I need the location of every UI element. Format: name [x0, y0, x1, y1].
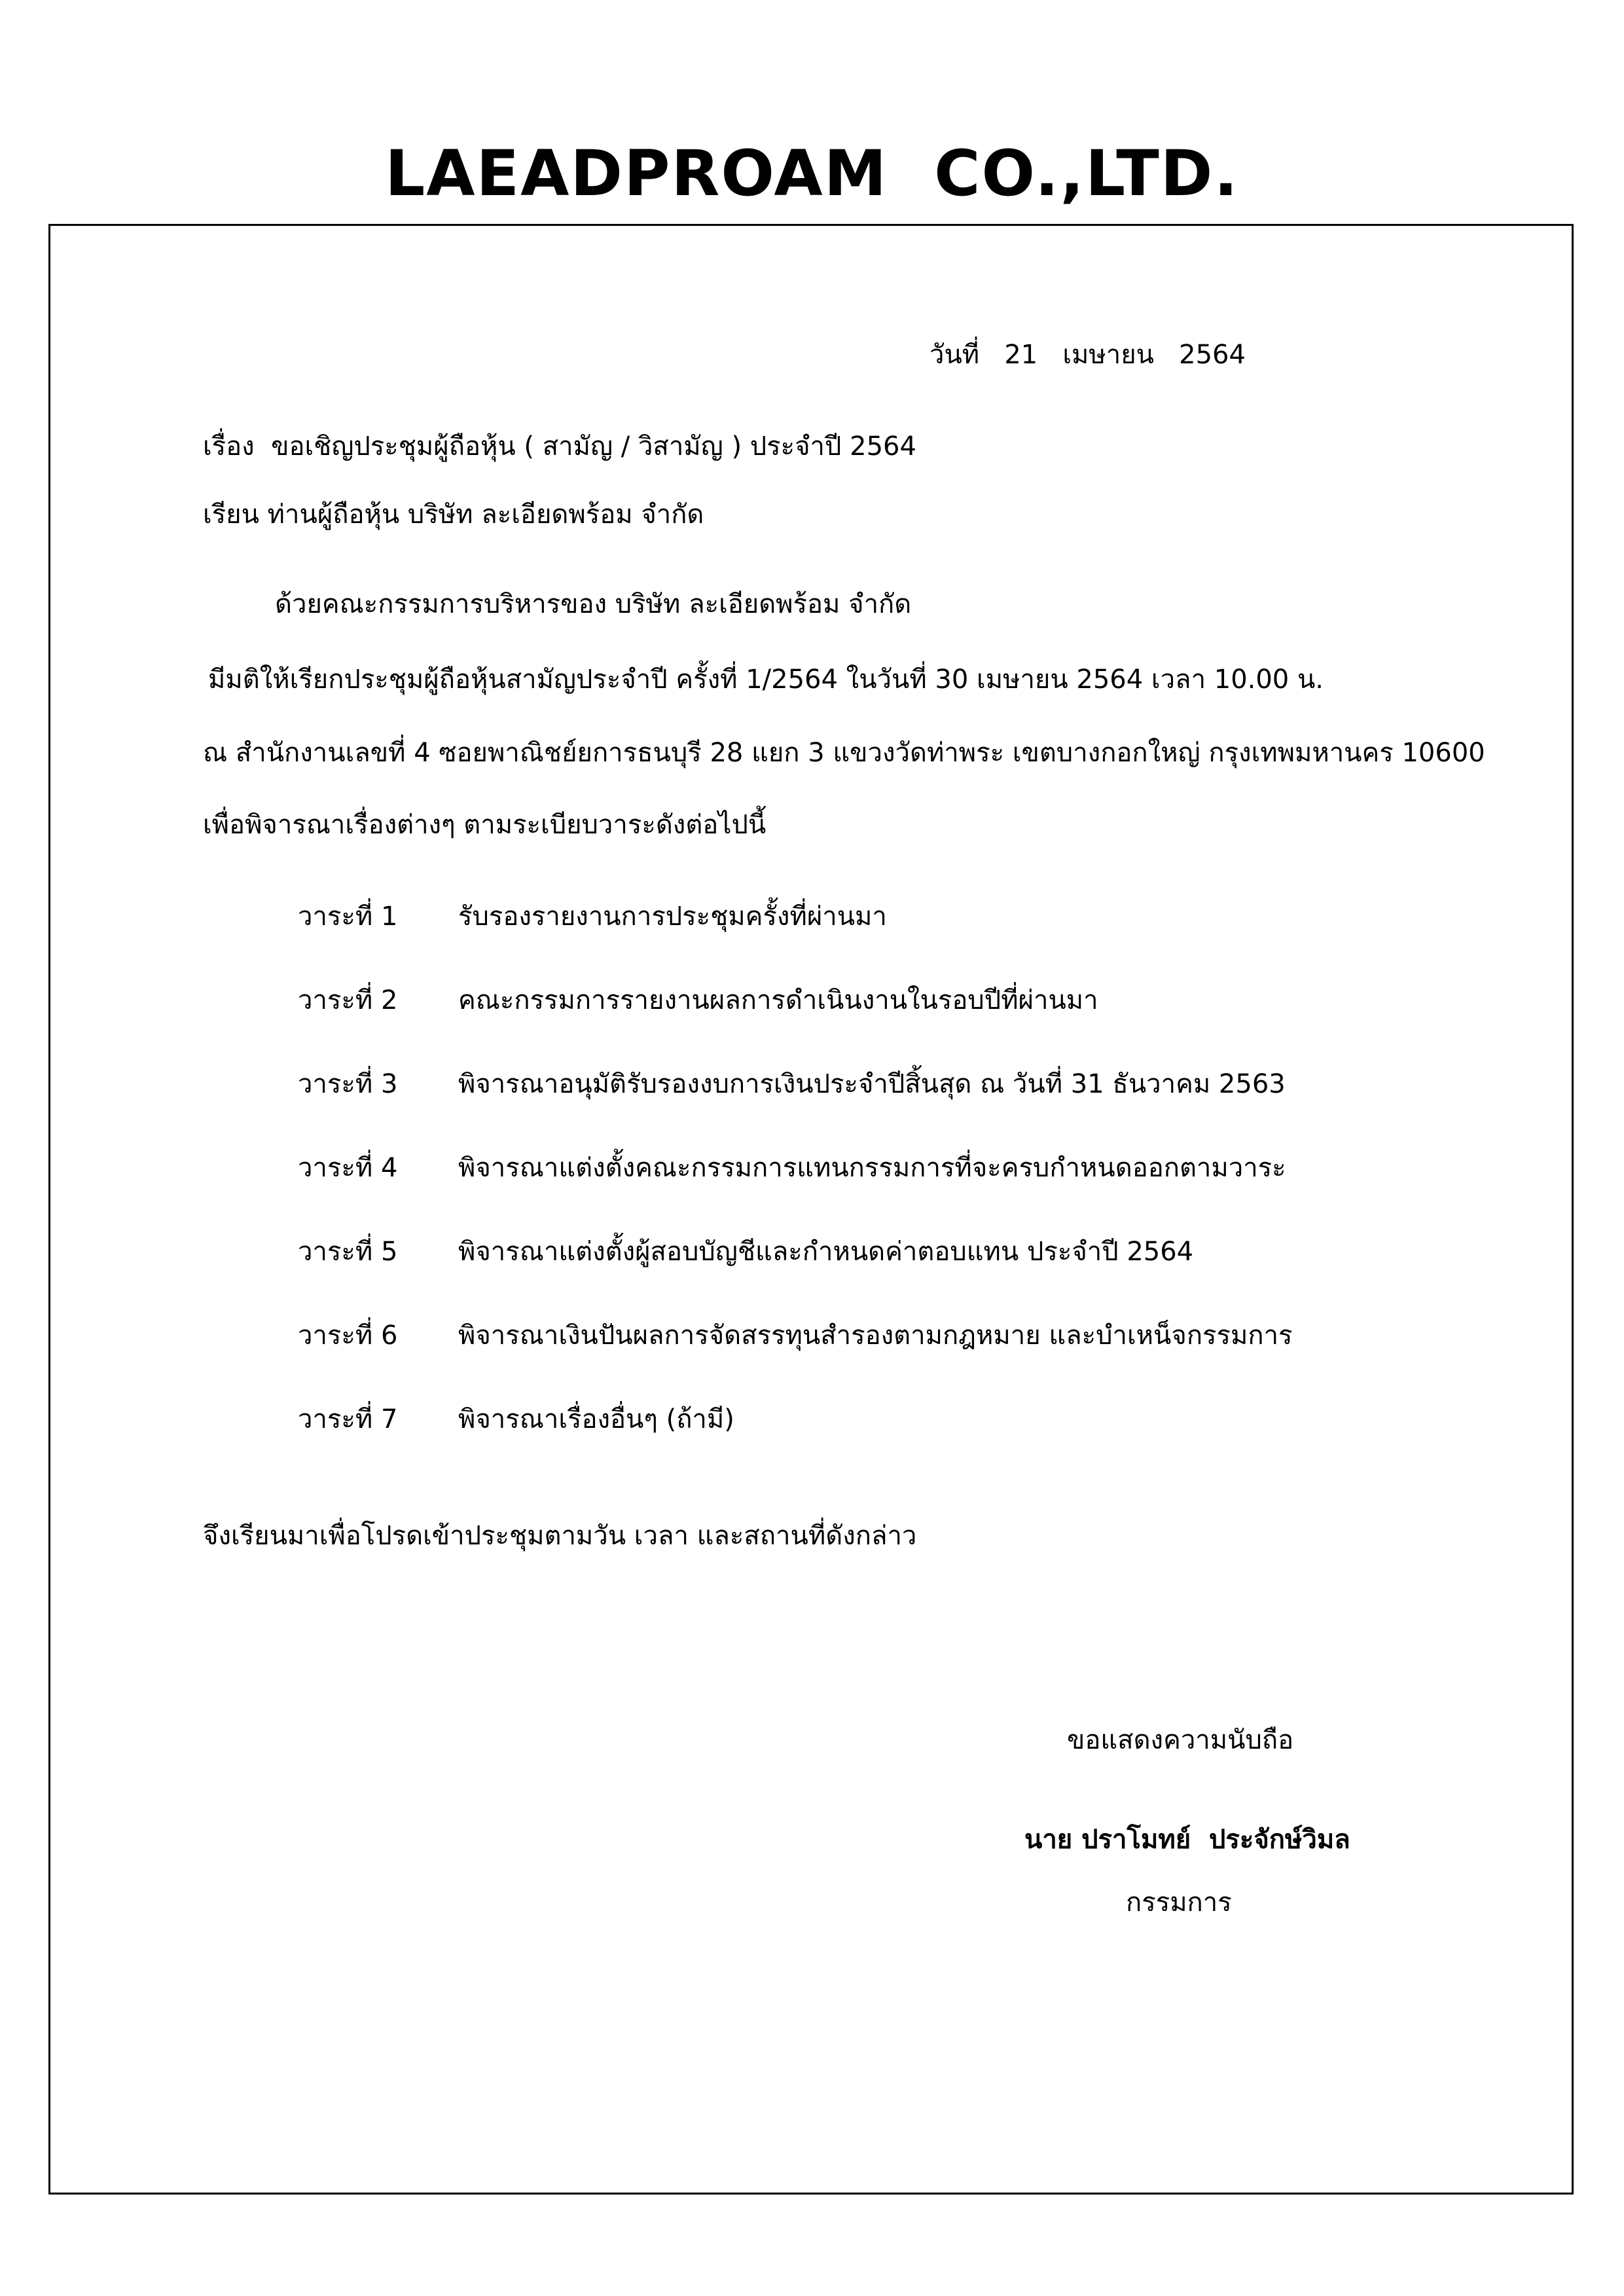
body-line: ด้วยคณะกรรมการบริหารของ บริษัท ละเอียดพร้อม จำกัด [275, 589, 912, 619]
agenda-number: วาระที่ 4 [298, 1153, 398, 1183]
signer-position: กรรมการ [1126, 1887, 1232, 1918]
agenda-item [298, 1066, 1542, 1102]
company-name-heading: LAEADPROAM CO.,LTD. [385, 137, 1239, 210]
agenda-number: วาระที่ 6 [298, 1321, 398, 1351]
agenda-item [298, 982, 1542, 1019]
letter-recipient: เรียน ท่านผู้ถือหุ้น บริษัท ละเอียดพร้อม จำกัด [203, 500, 704, 530]
agenda-item [298, 1150, 1542, 1186]
signer-name: นาย ปราโมทย์ ประจักษ์วิมล [1024, 1825, 1350, 1855]
letter-date: วันที่ 21 เมษายน 2564 [929, 340, 1246, 370]
agenda-number: วาระที่ 1 [298, 902, 398, 932]
letter-subject: เรื่อง ขอเชิญประชุมผู้ถือหุ้น ( สามัญ / วิสามัญ ) ประจำปี 2564 [203, 431, 916, 462]
agenda-number: วาระที่ 3 [298, 1069, 398, 1099]
agenda-text: พิจารณาเงินปันผลการจัดสรรทุนสำรองตามกฎหมาย และบำเหน็จกรรมการ [458, 1321, 1293, 1351]
agenda-number: วาระที่ 2 [298, 985, 398, 1015]
body-line: ณ สำนักงานเลขที่ 4 ซอยพาณิชย์ยการธนบุรี 28 แยก 3 แขวงวัดท่าพระ เขตบางกอกใหญ่ กรุงเทพมหานคร 10600 [203, 738, 1485, 768]
agenda-number: วาระที่ 7 [298, 1404, 398, 1434]
agenda-item [298, 1317, 1542, 1354]
agenda-number: วาระที่ 5 [298, 1237, 398, 1267]
body-line: เพื่อพิจารณาเรื่องต่างๆ ตามระเบียบวาระดังต่อไปนี้ [203, 810, 767, 840]
agenda-text: พิจารณาแต่งตั้งผู้สอบบัญชีและกำหนดค่าตอบแทน ประจำปี 2564 [458, 1237, 1194, 1267]
agenda-text: พิจารณาแต่งตั้งคณะกรรมการแทนกรรมการที่จะครบกำหนดออกตามวาระ [458, 1153, 1286, 1183]
agenda-item [298, 1233, 1542, 1270]
body-line: มีมติให้เรียกประชุมผู้ถือหุ้นสามัญประจำปี ครั้งที่ 1/2564 ในวันที่ 30 เมษายน 2564 เวลา 10.00 น. [208, 665, 1324, 695]
agenda-item [298, 1401, 1542, 1438]
closing-statement: จึงเรียนมาเพื่อโปรดเข้าประชุมตามวัน เวลา และสถานที่ดังกล่าว [203, 1521, 917, 1551]
regards-line: ขอแสดงความนับถือ [1067, 1725, 1294, 1755]
agenda-text: พิจารณาอนุมัติรับรองงบการเงินประจำปีสิ้นสุด ณ วันที่ 31 ธันวาคม 2563 [458, 1069, 1286, 1099]
agenda-text: รับรองรายงานการประชุมครั้งที่ผ่านมา [458, 902, 887, 932]
agenda-text: คณะกรรมการรายงานผลการดำเนินงานในรอบปีที่ผ่านมา [458, 985, 1098, 1015]
agenda-item [298, 898, 1542, 935]
agenda-text: พิจารณาเรื่องอื่นๆ (ถ้ามี) [458, 1404, 734, 1434]
